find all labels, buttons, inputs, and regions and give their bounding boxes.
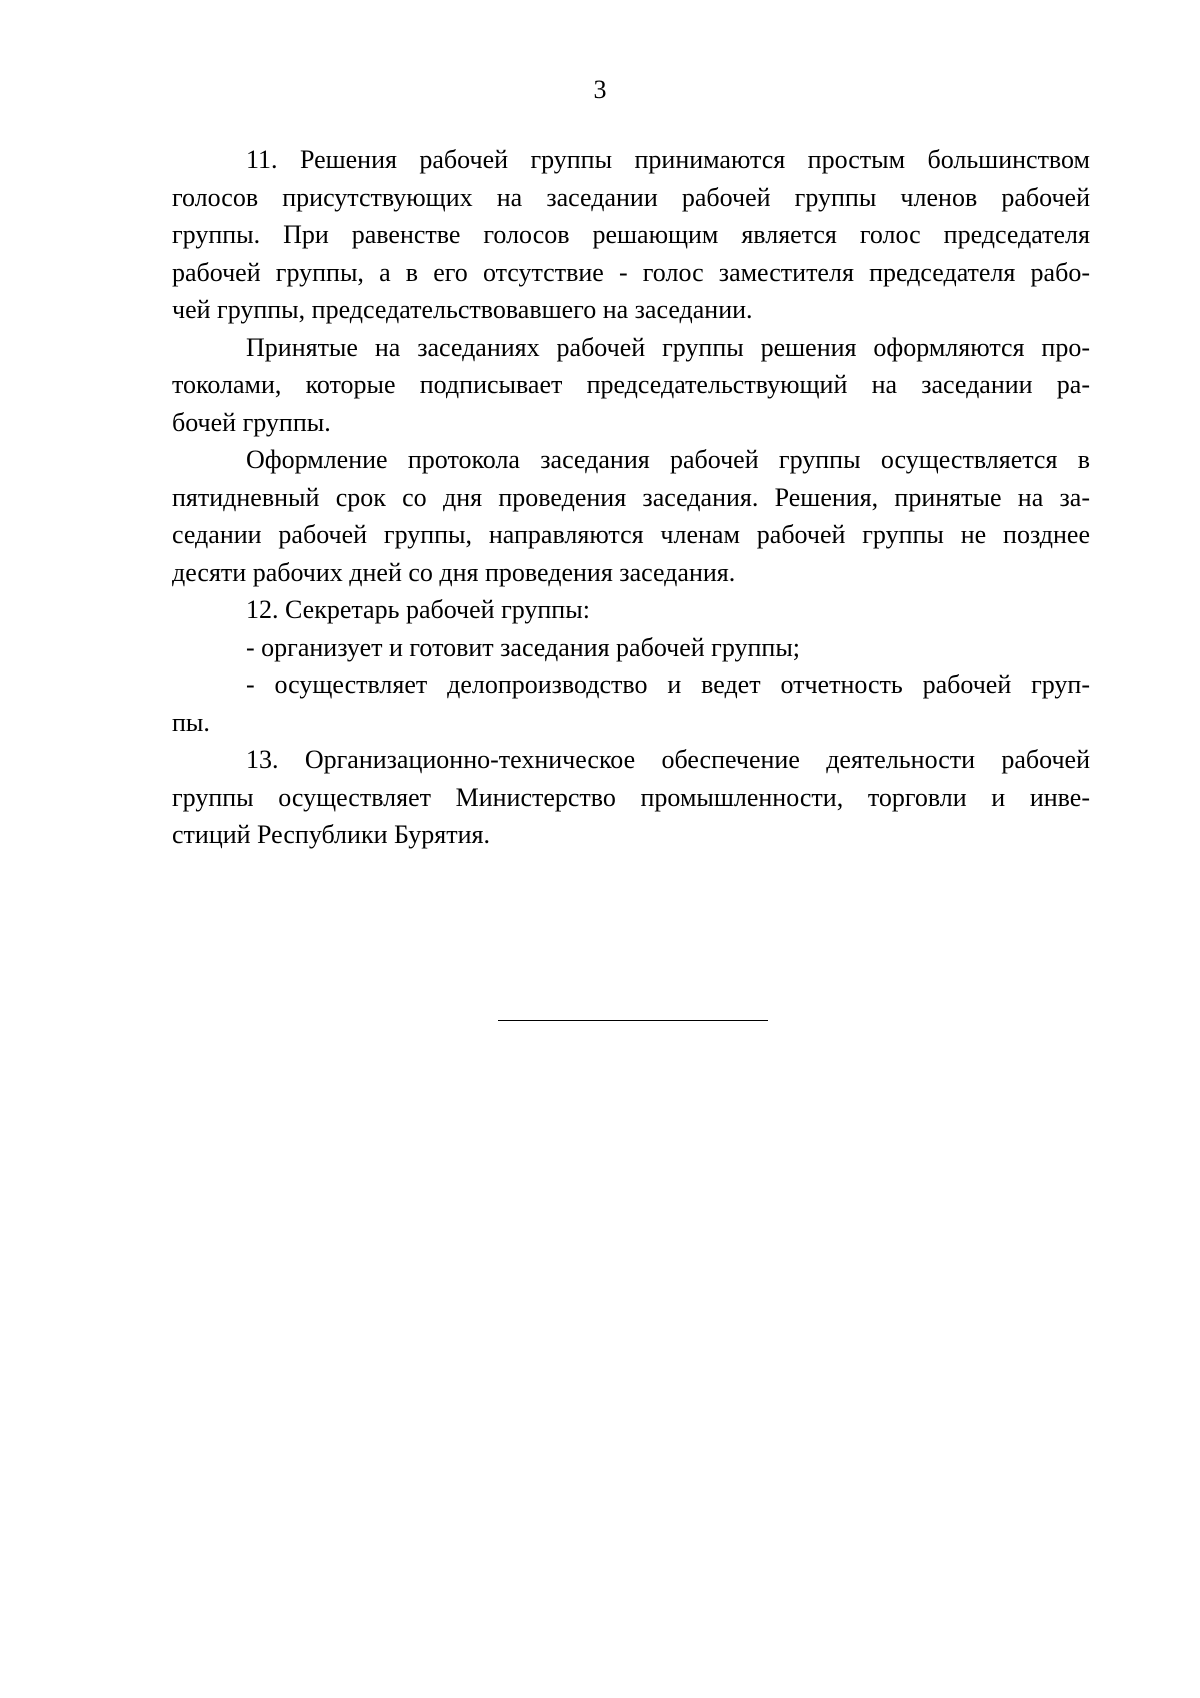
text-line: Оформление протокола заседания рабочей группы осуществляется в bbox=[246, 445, 1090, 474]
text-line: рабочей группы, а в его отсутствие - голос заместителя председателя рабо- bbox=[172, 257, 1090, 287]
text-line: пы. bbox=[172, 707, 210, 737]
text-line: - организует и готовит заседания рабочей группы; bbox=[246, 632, 801, 662]
text-line: бочей группы. bbox=[172, 407, 331, 437]
text-line: - осуществляет делопроизводство и ведет отчетность рабочей груп- bbox=[246, 670, 1090, 699]
text-line: 11. Решения рабочей группы принимаются простым большинством bbox=[246, 145, 1090, 174]
text-line: группы. При равенстве голосов решающим является голос председателя bbox=[172, 220, 1090, 249]
text-line: чей группы, председательствовавшего на заседании. bbox=[172, 295, 753, 324]
page-number: 3 bbox=[593, 75, 607, 104]
text-line: десяти рабочих дней со дня проведения заседания. bbox=[172, 557, 736, 587]
text-line: стиций Республики Бурятия. bbox=[172, 820, 490, 849]
end-divider-line bbox=[498, 1020, 768, 1021]
text-line: седании рабочей группы, направляются членам рабочей группы не позднее bbox=[172, 520, 1090, 549]
text-line: группы осуществляет Министерство промышленности, торговли и инве- bbox=[172, 782, 1090, 812]
text-line: токолами, которые подписывает председательствующий на заседании ра- bbox=[172, 370, 1090, 399]
document-body bbox=[172, 141, 1090, 854]
text-line: 13. Организационно-техническое обеспечение деятельности рабочей bbox=[246, 745, 1090, 774]
text-line: Принятые на заседаниях рабочей группы решения оформляются про- bbox=[246, 332, 1090, 362]
text-line: голосов присутствующих на заседании рабочей группы членов рабочей bbox=[172, 182, 1090, 212]
text-line: 12. Секретарь рабочей группы: bbox=[246, 595, 590, 624]
text-line: пятидневный срок со дня проведения заседания. Решения, принятые на за- bbox=[172, 482, 1090, 512]
